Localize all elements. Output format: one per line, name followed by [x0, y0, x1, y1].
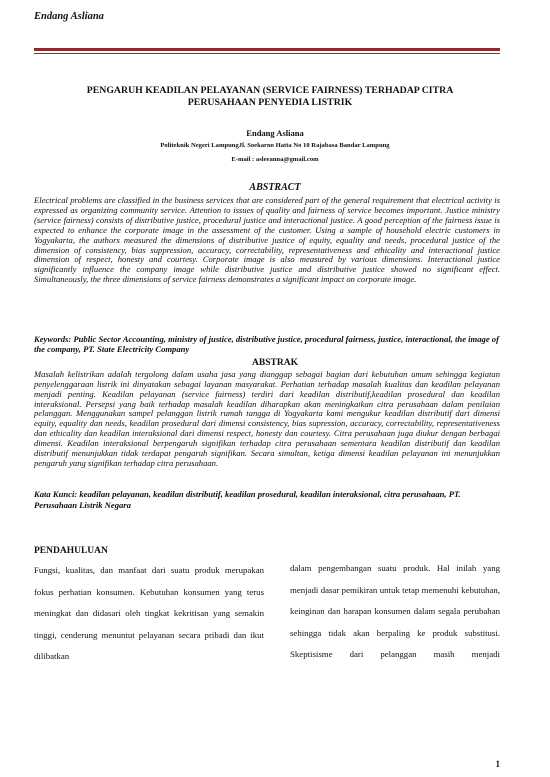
intro-heading: PENDAHULUAN — [34, 546, 108, 556]
abstrak-text: Masalah kelistrikan adalah tergolong dalam usaha jasa yang dianggap sebagai bagian dari kebutuhan umum sehingga kegiatan penyelenggaraan listrik ini dinyatakan sebagai layanan masyarakat. Perhatian terhadap masalah kualitas dan keadilan pelayanan menjadi penting. Keadilan pelayanan (service fairness) terdiri dari keadilan distributif,keadilan prosedural dan keadilan interaksional. Persepsi yang baik terhadap masalah keadilan diharapkan akan meningkatkan citra perusahaan dalam penilaian pelanggan. Menggunakan sampel pelanggan listrik rumah tangga di Yogyakarta kami mengukur keadilan distributif dari dimensi equity, equality dan needs, keadilan prosedural dari dimensi consistency, bias supression, accuracy, correctability, representativeness dan ethicality dan keadilan interaksional dari dimensi respect, honesty dan courtesy. Citra perusahaan juga diukur dengan berbagai dimensi. Keadilan interaksional berpengaruh signifikan terhadap citra perusahaan sementara keadilan distributif dan keadilan distributif menunjukkan tidak terdapat pengaruh signifikan. Secara simultan, ketiga dimensi keadilan pelayanan ini menunjukkan pengaruh yang signifikan terhadap citra perusahaan. — [34, 369, 500, 468]
page-number: 1 — [495, 759, 500, 769]
intro-left-column — [34, 546, 264, 668]
header-rule-thick — [34, 48, 500, 51]
paper-title: PENGARUH KEADILAN PELAYANAN (SERVICE FAIRNESS) TERHADAP CITRA PERUSAHAAN PENYEDIA LISTRIK — [86, 85, 454, 108]
abstract-keywords: Keywords: Public Sector Accounting, ministry of justice, distributive justice, procedural fairness, justice, interactional, the image of the company, PT. State Electricity Company — [34, 334, 499, 354]
intro-right-text: dalam pengembangan suatu produk. Hal inilah yang menjadi dasar pemikiran untuk tetap memenuhi kebutuhan, keinginan dan harapan konsumen dalam segala perubahan sehingga tidak akan berpaling ke produk substitusi. Skeptisisme dari pelanggan masih menjadi — [290, 563, 500, 660]
abstract-text: Electrical problems are classified in the business services that are considered part of the general requirement that electrical activity is expressed as organizing community service. Attention to issues of quality and fairness of service becomes important. Justice ministry (service fairness) consists of distributive justice, procedural justice and interactional justice. A good perception of the fairness issue is expected to enhance the corporate image in the assessment of the customer. Using a sample of household electric customers in Yogyakarta, the authors measured the dimensions of distributive justice of equity, equality and needs, procedural justice of the dimension of consistency, bias suppression, accuracy, correctability, representativeness and ethicality and interactional justice dimension of respect, honesty and courtesy. Corporate image is also measured by various dimensions. Interactional justice significantly influence the company image while distributive justice and distributive justice showed no significant effect. Simultaneously, the three dimensions of service fairness demonstrates a significant impact on corporate image. — [34, 195, 500, 285]
abstrak-keywords: Kata Kunci: keadilan pelayanan, keadilan distributif, keadilan prosedural, keadilan interaksional, citra perusahaan, PT. Perusahaan Listrik Negara — [34, 489, 461, 510]
author-affiliation: Politeknik Negeri LampungJl. Soekarno Hatta No 10 Rajabasa Bandar Lampung — [160, 142, 390, 149]
header-rule-thin — [34, 53, 500, 54]
intro-right-column — [290, 558, 500, 666]
author-email: E-mail : asleeanna@gmail.com — [231, 156, 319, 163]
running-header: Endang Asliana — [34, 11, 104, 22]
abstract-heading: ABSTRACT — [249, 182, 301, 193]
abstrak-heading: ABSTRAK — [252, 358, 298, 368]
author-name: Endang Asliana — [246, 128, 304, 138]
intro-left-text: Fungsi, kualitas, dan manfaat dari suatu produk merupakan fokus perhatian konsumen. Kebutuhan konsumen yang terus meningkat dan didasari oleh tingkat kekritisan yang semakin tinggi, cenderung menuntut pelayanan secara pribadi dan ikut dilibatkan — [34, 565, 264, 662]
